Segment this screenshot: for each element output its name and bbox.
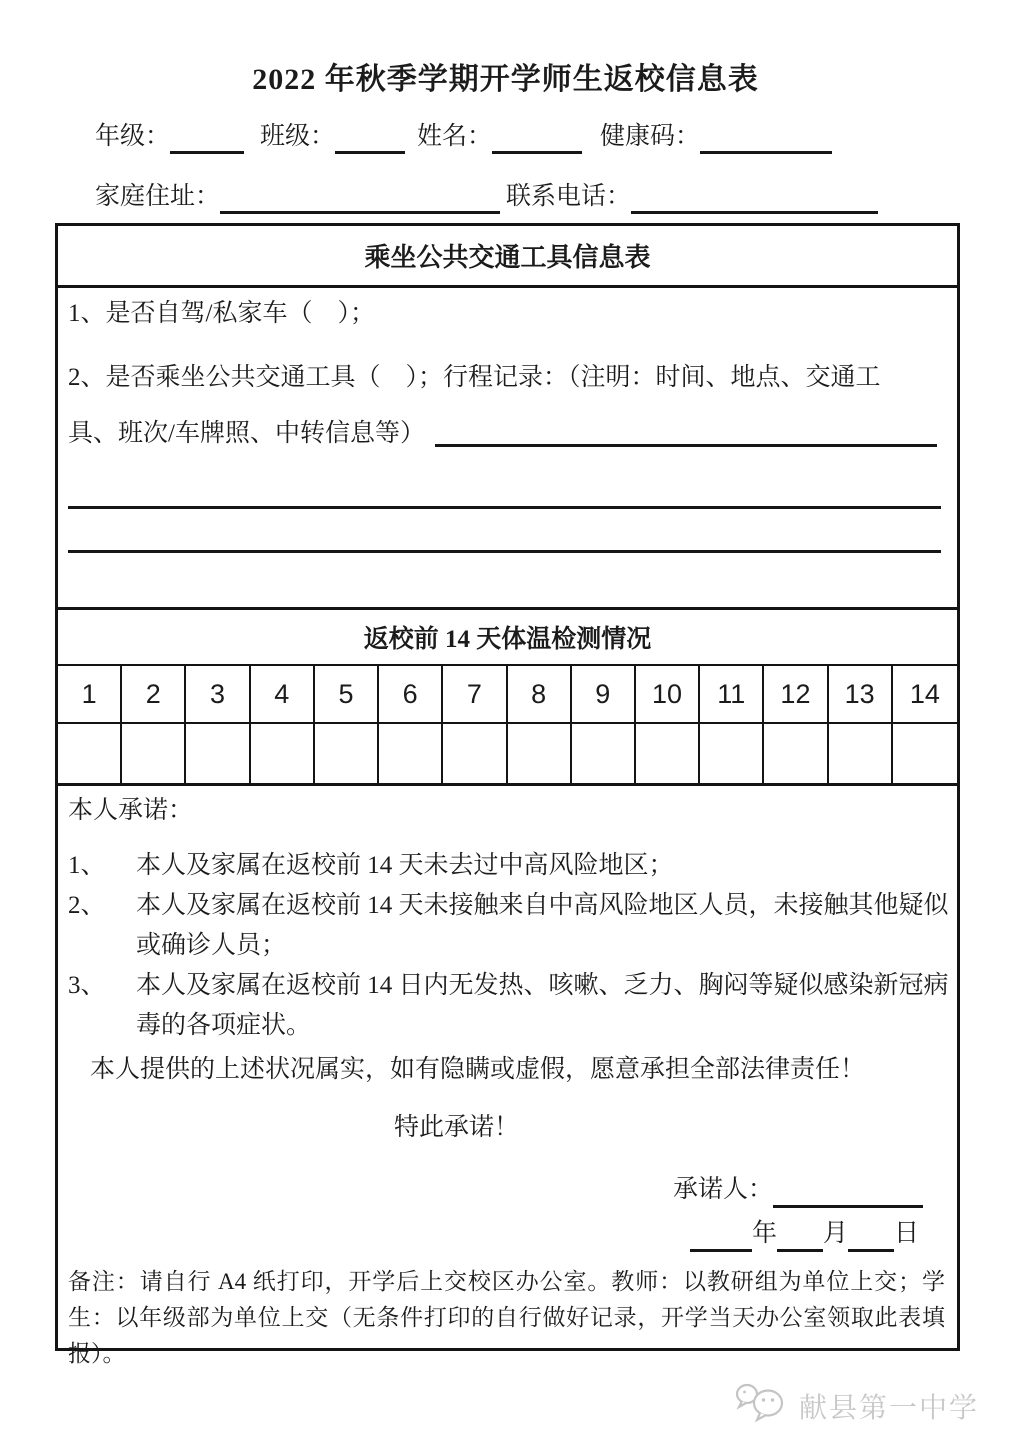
truth-statement: 本人提供的上述状况属实，如有隐瞒或虚假，愿意承担全部法律责任！: [90, 1056, 866, 1083]
day-value-cell: [251, 724, 315, 783]
commitment-item-number: 2、: [68, 892, 106, 919]
trip-record-blank-line-3: [68, 550, 941, 553]
class-label: 班级：: [260, 123, 336, 150]
temperature-value-row: [58, 724, 957, 786]
month-unit-label: 月: [823, 1220, 849, 1247]
year-blank-line: [690, 1220, 752, 1252]
footer-note: 备注：请自行 A4 纸打印，开学后上交校区办公室。教师：以教研组为单位上交；学生：以年级部为单位上交（无条件打印的自行做好记录，开学当天办公室领取此表填报）。: [68, 1269, 945, 1366]
header-fields-row-2: [95, 180, 878, 214]
commitment-item-2: [68, 886, 949, 966]
phone-label: 联系电话：: [506, 183, 632, 210]
name-blank-line: [492, 122, 582, 154]
day-header-cell: 5: [315, 666, 379, 722]
commitment-item-number: 3、: [68, 972, 106, 999]
day-blank-line: [848, 1220, 894, 1252]
day-value-cell: [315, 724, 379, 783]
trip-record-blank-line-2: [68, 506, 941, 509]
day-value-cell: [443, 724, 507, 783]
day-value-cell: [764, 724, 828, 783]
year-unit-label: 年: [752, 1220, 778, 1247]
health-code-blank-line: [700, 122, 832, 154]
day-value-cell: [893, 724, 957, 783]
trip-record-blank-line: [435, 444, 937, 447]
day-header-cell: 13: [829, 666, 893, 722]
signer-blank-line: [773, 1176, 923, 1208]
commitment-item-text: 本人及家属在返校前 14 天未去过中高风险地区；: [136, 852, 674, 879]
commitment-item-text: 本人及家属在返校前 14 日内无发热、咳嗽、乏力、胸闷等疑似感染新冠病毒的各项症状。: [136, 972, 949, 1039]
commitment-item-3: [68, 966, 949, 1046]
day-header-cell: 8: [508, 666, 572, 722]
day-value-cell: [186, 724, 250, 783]
day-header-cell: 14: [909, 678, 940, 709]
grade-blank-line: [170, 122, 244, 154]
day-unit-label: 日: [894, 1220, 920, 1247]
transport-section-body: [58, 288, 957, 610]
day-header-cell: 12: [764, 666, 828, 722]
day-header-cell: 10: [636, 666, 700, 722]
class-blank-line: [335, 122, 405, 154]
month-blank-line: [777, 1220, 823, 1252]
header-fields-row-1: [95, 120, 832, 154]
temperature-day-header-row: [58, 666, 957, 724]
temperature-section-title: 返校前 14 天体温检测情况: [58, 610, 957, 666]
day-header-cell: 4: [251, 666, 315, 722]
transport-item-2-text: 具、班次/车牌照、中转信息等）: [68, 420, 425, 447]
commitment-heading: 本人承诺：: [68, 797, 194, 824]
grade-label: 年级：: [95, 123, 171, 150]
health-code-label: 健康码：: [600, 123, 701, 150]
day-header-cell: 7: [443, 666, 507, 722]
commitment-section: [58, 786, 957, 1366]
pledge-text: 特此承诺！: [394, 1114, 520, 1141]
commitment-list: [68, 846, 949, 1046]
phone-blank-line: [631, 182, 878, 214]
day-value-cell: [122, 724, 186, 783]
day-header-cell: 11: [700, 666, 764, 722]
day-value-cell: [700, 724, 764, 783]
date-line: [690, 1216, 919, 1252]
day-header-cell: 2: [122, 666, 186, 722]
commitment-item-text: 本人及家属在返校前 14 天未接触来自中高风险地区人员，未接触其他疑似或确诊人员；: [136, 892, 949, 959]
signer-line: [673, 1172, 923, 1208]
name-label: 姓名：: [417, 123, 493, 150]
signer-label: 承诺人：: [673, 1176, 774, 1203]
transport-section-title: 乘坐公共交通工具信息表: [58, 226, 957, 288]
day-value-cell: [508, 724, 572, 783]
commitment-item-number: 1、: [68, 852, 106, 879]
form-main-box: [55, 223, 960, 1366]
day-header-cell: 6: [379, 666, 443, 722]
address-blank-line: [220, 182, 500, 214]
day-header-cell: 3: [186, 666, 250, 722]
transport-item-1: 1、是否自驾/私家车（ ）；: [68, 300, 375, 327]
day-value-cell: [379, 724, 443, 783]
transport-item-2-line-2: [68, 416, 943, 452]
commitment-item-1: [68, 846, 949, 886]
day-header-cell: 9: [572, 666, 636, 722]
day-header-cell: 1: [58, 666, 122, 722]
day-value-cell: [636, 724, 700, 783]
day-value-cell: [572, 724, 636, 783]
wechat-icon: [733, 1380, 791, 1432]
watermark: [733, 1380, 979, 1432]
day-value-cell: [58, 724, 122, 783]
address-label: 家庭住址：: [95, 183, 221, 210]
day-value-cell: [829, 724, 893, 783]
transport-item-2-line-1: 2、是否乘坐公共交通工具（ ）；行程记录：（注明：时间、地点、交通工: [68, 364, 881, 391]
watermark-text: 献县第一中学: [798, 1393, 979, 1424]
form-title: 2022 年秋季学期开学师生返校信息表: [252, 63, 759, 96]
